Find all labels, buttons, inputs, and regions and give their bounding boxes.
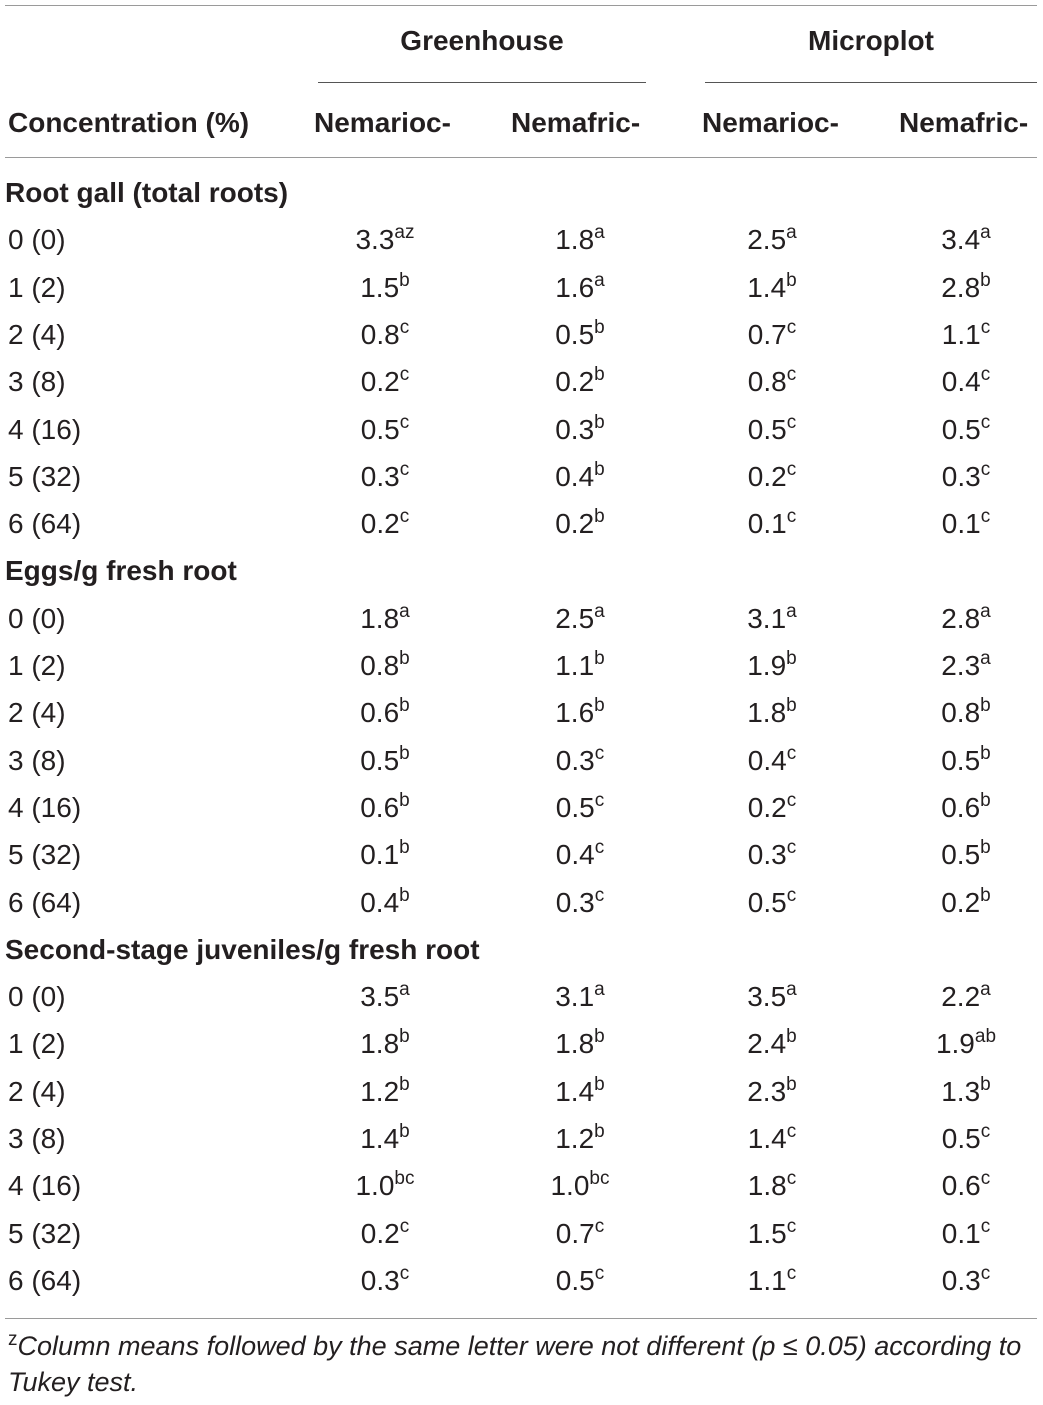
cell-letter: c <box>399 316 410 338</box>
cell-letter: a <box>399 979 410 1001</box>
cell-value: 0.1 <box>941 508 981 540</box>
table-cell <box>692 791 852 829</box>
cell-value: 1.4 <box>747 1123 787 1154</box>
cell-value: 1.1 <box>747 1264 787 1296</box>
table-cell <box>886 791 1043 829</box>
cell-letter: b <box>980 837 991 859</box>
table-cell <box>692 744 852 782</box>
cell-letter: a <box>786 600 797 622</box>
table-cell <box>305 791 465 829</box>
cell-letter: a <box>786 979 797 1001</box>
cell-value: 1.8 <box>555 224 595 256</box>
cell-letter: b <box>399 742 410 764</box>
cell-value: 0.4 <box>941 366 981 398</box>
cell-value: 1.8 <box>360 602 400 634</box>
cell-letter: c <box>980 1168 991 1190</box>
cell-letter: c <box>980 1262 991 1284</box>
cell-value: 0.5 <box>360 413 400 445</box>
column-header-concentration: Concentration (%) <box>8 107 250 138</box>
cell-letter: b <box>594 1073 605 1095</box>
cell-letter: c <box>786 411 797 433</box>
table-cell <box>886 365 1043 403</box>
cell-value: 0.6 <box>360 697 400 729</box>
cell-letter: c <box>594 1262 605 1284</box>
table-cell <box>692 507 852 545</box>
table-cell <box>692 413 852 451</box>
cell-letter: bc <box>394 1168 415 1190</box>
table-cell <box>886 1264 1043 1302</box>
cell-letter: b <box>980 1073 991 1095</box>
table-cell <box>500 696 660 734</box>
cell-letter: b <box>786 1073 797 1095</box>
cell-value: 1.4 <box>747 271 787 303</box>
cell-letter: c <box>980 316 991 338</box>
table-cell <box>305 838 465 876</box>
table-cell <box>305 1217 465 1255</box>
cell-letter: c <box>786 506 797 528</box>
row-label: 3 (8) <box>8 1123 66 1154</box>
cell-value: 3.1 <box>555 981 595 1013</box>
cell-letter: b <box>594 1121 605 1142</box>
table-cell <box>500 1217 660 1255</box>
cell-letter: c <box>786 789 797 811</box>
cell-letter: c <box>786 1168 797 1190</box>
cell-value: 0.1 <box>360 839 400 871</box>
table-cell <box>500 980 660 1018</box>
cell-value: 1.2 <box>360 1075 400 1107</box>
cell-value: 0.4 <box>360 886 400 918</box>
cell-value: 0.5 <box>360 744 400 776</box>
row-label: 5 (32) <box>8 839 82 871</box>
cell-value: 2.8 <box>941 271 981 303</box>
bottom-rule <box>5 1318 1037 1319</box>
table-cell <box>692 1264 852 1302</box>
cell-value: 1.8 <box>747 697 787 729</box>
table-cell <box>886 744 1043 782</box>
cell-letter: c <box>786 1262 797 1284</box>
table-cell <box>305 602 465 640</box>
cell-letter: a <box>980 648 991 669</box>
table-cell <box>305 460 465 498</box>
table-cell <box>692 271 852 309</box>
table-cell <box>692 696 852 734</box>
table-cell <box>500 271 660 309</box>
cell-value: 1.1 <box>555 650 595 681</box>
cell-letter: b <box>980 695 991 717</box>
header-rule <box>5 157 1037 158</box>
cell-value: 0.8 <box>360 650 400 681</box>
table-cell <box>692 318 852 356</box>
table-cell <box>886 1027 1043 1065</box>
cell-value: 0.1 <box>747 508 787 540</box>
table-cell <box>500 223 660 261</box>
cell-value: 0.2 <box>555 508 595 540</box>
column-header-greenhouse-nemarioc: Nemarioc- <box>314 107 451 138</box>
cell-value: 2.3 <box>747 1075 787 1107</box>
table-cell <box>500 744 660 782</box>
cell-value: 0.5 <box>941 413 981 445</box>
table-cell <box>692 602 852 640</box>
cell-value: 0.2 <box>941 886 981 918</box>
cell-letter: c <box>594 1215 605 1237</box>
cell-value: 0.3 <box>555 886 595 918</box>
cell-value: 0.8 <box>360 318 400 350</box>
top-rule <box>5 5 1037 6</box>
row-label: 1 (2) <box>8 650 66 681</box>
cell-letter: b <box>594 364 605 386</box>
cell-value: 1.1 <box>941 318 981 350</box>
table-cell <box>692 980 852 1018</box>
table-cell <box>500 838 660 876</box>
cell-letter: b <box>980 742 991 764</box>
greenhouse-underline <box>318 82 646 83</box>
cell-letter: b <box>594 316 605 338</box>
cell-value: 0.4 <box>555 839 595 871</box>
table-cell <box>692 460 852 498</box>
table-cell <box>500 1264 660 1302</box>
cell-letter: a <box>399 600 410 622</box>
cell-letter: b <box>980 789 991 811</box>
table-cell <box>305 507 465 545</box>
cell-letter: b <box>594 411 605 433</box>
table-cell <box>886 1217 1043 1255</box>
cell-letter: b <box>594 506 605 528</box>
cell-letter: b <box>786 269 797 291</box>
cell-value: 0.3 <box>555 744 595 776</box>
row-label: 5 (32) <box>8 1217 82 1249</box>
cell-letter: b <box>399 648 410 669</box>
cell-letter: b <box>399 695 410 717</box>
row-label: 0 (0) <box>8 981 66 1013</box>
cell-value: 0.2 <box>555 366 595 398</box>
table-cell <box>692 1075 852 1113</box>
table-cell <box>500 1122 660 1160</box>
table-cell <box>886 696 1043 734</box>
row-label: 6 (64) <box>8 1264 82 1296</box>
column-header-microplot-nemafric: Nemafric- <box>899 107 1029 138</box>
table-cell <box>305 365 465 403</box>
cell-letter: c <box>786 1121 797 1142</box>
cell-letter: c <box>786 364 797 386</box>
row-label: 4 (16) <box>8 1170 82 1202</box>
table-cell <box>305 271 465 309</box>
cell-letter: c <box>399 364 410 386</box>
cell-letter: b <box>399 884 410 906</box>
table-cell <box>500 791 660 829</box>
cell-value: 0.5 <box>747 886 787 918</box>
table-cell <box>692 1217 852 1255</box>
table-cell <box>305 980 465 1018</box>
cell-value: 1.4 <box>555 1075 595 1107</box>
cell-letter: a <box>980 222 991 244</box>
cell-letter: ab <box>974 1026 997 1048</box>
cell-letter: b <box>399 837 410 859</box>
table-cell <box>500 365 660 403</box>
cell-value: 1.8 <box>555 1028 595 1060</box>
cell-value: 1.6 <box>555 271 595 303</box>
cell-letter: c <box>786 1215 797 1237</box>
table-cell <box>305 696 465 734</box>
table-cell <box>305 318 465 356</box>
cell-value: 0.7 <box>747 318 787 350</box>
group-header-greenhouse: Greenhouse <box>400 25 564 56</box>
table-cell <box>692 649 852 687</box>
cell-value: 1.2 <box>555 1123 595 1154</box>
cell-letter: b <box>980 884 991 906</box>
cell-value: 0.1 <box>941 1217 981 1249</box>
row-label: 3 (8) <box>8 744 66 776</box>
cell-letter: a <box>594 600 605 622</box>
cell-value: 0.5 <box>941 1123 981 1154</box>
row-label: 6 (64) <box>8 886 82 918</box>
cell-value: 1.6 <box>555 697 595 729</box>
cell-value: 0.3 <box>941 1264 981 1296</box>
cell-value: 0.5 <box>555 1264 595 1296</box>
cell-letter: a <box>980 600 991 622</box>
table-cell <box>500 318 660 356</box>
cell-value: 0.5 <box>555 318 595 350</box>
cell-value: 0.2 <box>360 1217 400 1249</box>
table-cell <box>886 602 1043 640</box>
microplot-underline <box>705 82 1037 83</box>
cell-letter: c <box>980 1215 991 1237</box>
cell-letter: az <box>394 222 415 244</box>
table-cell <box>692 838 852 876</box>
cell-value: 0.5 <box>747 413 787 445</box>
table-cell <box>305 1075 465 1113</box>
cell-letter: a <box>786 222 797 244</box>
cell-letter: c <box>594 837 605 859</box>
cell-letter: c <box>399 1262 410 1284</box>
table-cell <box>692 1027 852 1065</box>
table-cell <box>886 318 1043 356</box>
table-cell <box>305 744 465 782</box>
footnote-text: Column means followed by the same letter were not different (p ≤ 0.05) according to Tukey test. <box>8 1331 1022 1397</box>
cell-letter: b <box>399 1026 410 1048</box>
cell-letter: a <box>980 979 991 1001</box>
row-label: 0 (0) <box>8 602 66 634</box>
section-title: Root gall (total roots) <box>5 177 289 208</box>
cell-letter: c <box>594 742 605 764</box>
cell-value: 1.4 <box>360 1123 400 1154</box>
cell-letter: c <box>399 411 410 433</box>
cell-value: 0.3 <box>360 460 400 492</box>
cell-value: 0.4 <box>555 460 595 492</box>
cell-value: 2.5 <box>747 224 787 256</box>
table-cell <box>305 1169 465 1207</box>
table-cell <box>305 1122 465 1160</box>
cell-letter: c <box>786 884 797 906</box>
row-label: 1 (2) <box>8 271 66 303</box>
cell-value: 2.2 <box>941 981 981 1013</box>
table-cell <box>500 1027 660 1065</box>
cell-letter: b <box>594 648 605 669</box>
cell-value: 3.5 <box>360 981 400 1013</box>
cell-letter: b <box>594 458 605 480</box>
cell-letter: c <box>786 316 797 338</box>
section-title: Eggs/g fresh root <box>5 555 237 587</box>
cell-letter: b <box>594 695 605 717</box>
cell-value: 0.2 <box>360 508 400 540</box>
cell-letter: c <box>980 411 991 433</box>
table-cell <box>305 1264 465 1302</box>
cell-letter: c <box>399 1215 410 1237</box>
table-cell <box>692 886 852 924</box>
column-header-greenhouse-nemafric: Nemafric- <box>511 107 641 138</box>
cell-value: 0.8 <box>941 697 981 729</box>
row-label: 1 (2) <box>8 1028 66 1060</box>
cell-letter: b <box>786 695 797 717</box>
cell-value: 0.6 <box>360 791 400 823</box>
cell-value: 1.5 <box>747 1217 787 1249</box>
cell-letter: a <box>594 979 605 1001</box>
cell-value: 0.2 <box>747 791 787 823</box>
row-label: 6 (64) <box>8 508 82 540</box>
cell-letter: a <box>594 269 605 291</box>
cell-value: 0.3 <box>747 839 787 871</box>
cell-value: 0.8 <box>747 366 787 398</box>
cell-value: 0.5 <box>941 744 981 776</box>
table-cell <box>886 223 1043 261</box>
table-cell <box>500 507 660 545</box>
cell-letter: c <box>786 837 797 859</box>
cell-letter: c <box>594 789 605 811</box>
cell-letter: b <box>399 269 410 291</box>
cell-value: 0.3 <box>555 413 595 445</box>
row-label: 5 (32) <box>8 460 82 492</box>
cell-value: 2.4 <box>747 1028 787 1060</box>
cell-value: 1.8 <box>360 1028 400 1060</box>
cell-value: 0.6 <box>941 1170 981 1202</box>
table-cell <box>305 886 465 924</box>
cell-value: 0.2 <box>360 366 400 398</box>
table-cell <box>500 413 660 451</box>
row-label: 4 (16) <box>8 413 82 445</box>
cell-letter: c <box>786 742 797 764</box>
cell-value: 2.8 <box>941 602 981 634</box>
cell-value: 1.5 <box>360 271 400 303</box>
cell-letter: c <box>594 884 605 906</box>
table-cell <box>305 223 465 261</box>
cell-letter: b <box>786 648 797 669</box>
cell-letter: c <box>399 506 410 528</box>
table-cell <box>886 460 1043 498</box>
row-label: 2 (4) <box>8 318 66 350</box>
cell-letter: b <box>594 1026 605 1048</box>
cell-value: 0.5 <box>941 839 981 871</box>
cell-letter: b <box>399 1121 410 1142</box>
table-cell <box>886 271 1043 309</box>
group-header-microplot: Microplot <box>808 25 934 56</box>
cell-value: 0.6 <box>941 791 981 823</box>
column-header-microplot-nemarioc: Nemarioc- <box>702 107 839 138</box>
table-cell <box>692 223 852 261</box>
table-cell <box>886 1169 1043 1207</box>
table-cell <box>305 413 465 451</box>
cell-letter: b <box>399 789 410 811</box>
cell-value: 3.3 <box>355 224 395 256</box>
cell-value: 3.5 <box>747 981 787 1013</box>
cell-value: 2.5 <box>555 602 595 634</box>
cell-letter: bc <box>589 1168 610 1190</box>
table-cell <box>500 886 660 924</box>
cell-letter: c <box>980 364 991 386</box>
cell-value: 1.3 <box>941 1075 981 1107</box>
table-cell <box>305 1027 465 1065</box>
cell-value: 3.1 <box>747 602 787 634</box>
cell-letter: b <box>786 1026 797 1048</box>
table-cell <box>692 1122 852 1160</box>
section-title: Second-stage juveniles/g fresh root <box>5 933 480 965</box>
cell-value: 1.0 <box>550 1170 590 1202</box>
row-label: 3 (8) <box>8 366 66 398</box>
table-cell <box>692 365 852 403</box>
table-cell <box>886 649 1043 687</box>
cell-value: 1.0 <box>355 1170 395 1202</box>
table-cell <box>886 1122 1043 1160</box>
cell-letter: c <box>980 1121 991 1142</box>
table-cell <box>886 1075 1043 1113</box>
table-cell <box>500 602 660 640</box>
row-label: 2 (4) <box>8 697 66 729</box>
table-cell <box>305 649 465 687</box>
cell-letter: b <box>980 269 991 291</box>
footnote-marker: z <box>8 1329 18 1350</box>
table-cell <box>886 980 1043 1018</box>
cell-value: 3.4 <box>941 224 981 256</box>
table-cell <box>886 413 1043 451</box>
cell-value: 1.8 <box>747 1170 787 1202</box>
cell-value: 1.9 <box>935 1028 975 1060</box>
table-cell <box>500 1075 660 1113</box>
cell-value: 0.5 <box>555 791 595 823</box>
cell-value: 0.4 <box>747 744 787 776</box>
cell-value: 0.2 <box>747 460 787 492</box>
cell-letter: a <box>594 222 605 244</box>
table-cell <box>500 460 660 498</box>
row-label: 0 (0) <box>8 224 66 256</box>
table-cell <box>500 1169 660 1207</box>
cell-value: 2.3 <box>941 650 981 681</box>
cell-value: 0.3 <box>360 1264 400 1296</box>
cell-value: 1.9 <box>747 650 787 681</box>
row-label: 4 (16) <box>8 791 82 823</box>
cell-letter: c <box>786 458 797 480</box>
cell-value: 0.7 <box>555 1217 595 1249</box>
table-cell <box>886 838 1043 876</box>
table-cell <box>500 649 660 687</box>
row-label: 2 (4) <box>8 1075 66 1107</box>
cell-letter: c <box>399 458 410 480</box>
cell-letter: c <box>980 458 991 480</box>
table-cell <box>886 886 1043 924</box>
cell-letter: b <box>399 1073 410 1095</box>
cell-value: 0.3 <box>941 460 981 492</box>
footnote <box>8 1330 1040 1398</box>
table-cell <box>886 507 1043 545</box>
cell-letter: c <box>980 506 991 528</box>
table-cell <box>692 1169 852 1207</box>
